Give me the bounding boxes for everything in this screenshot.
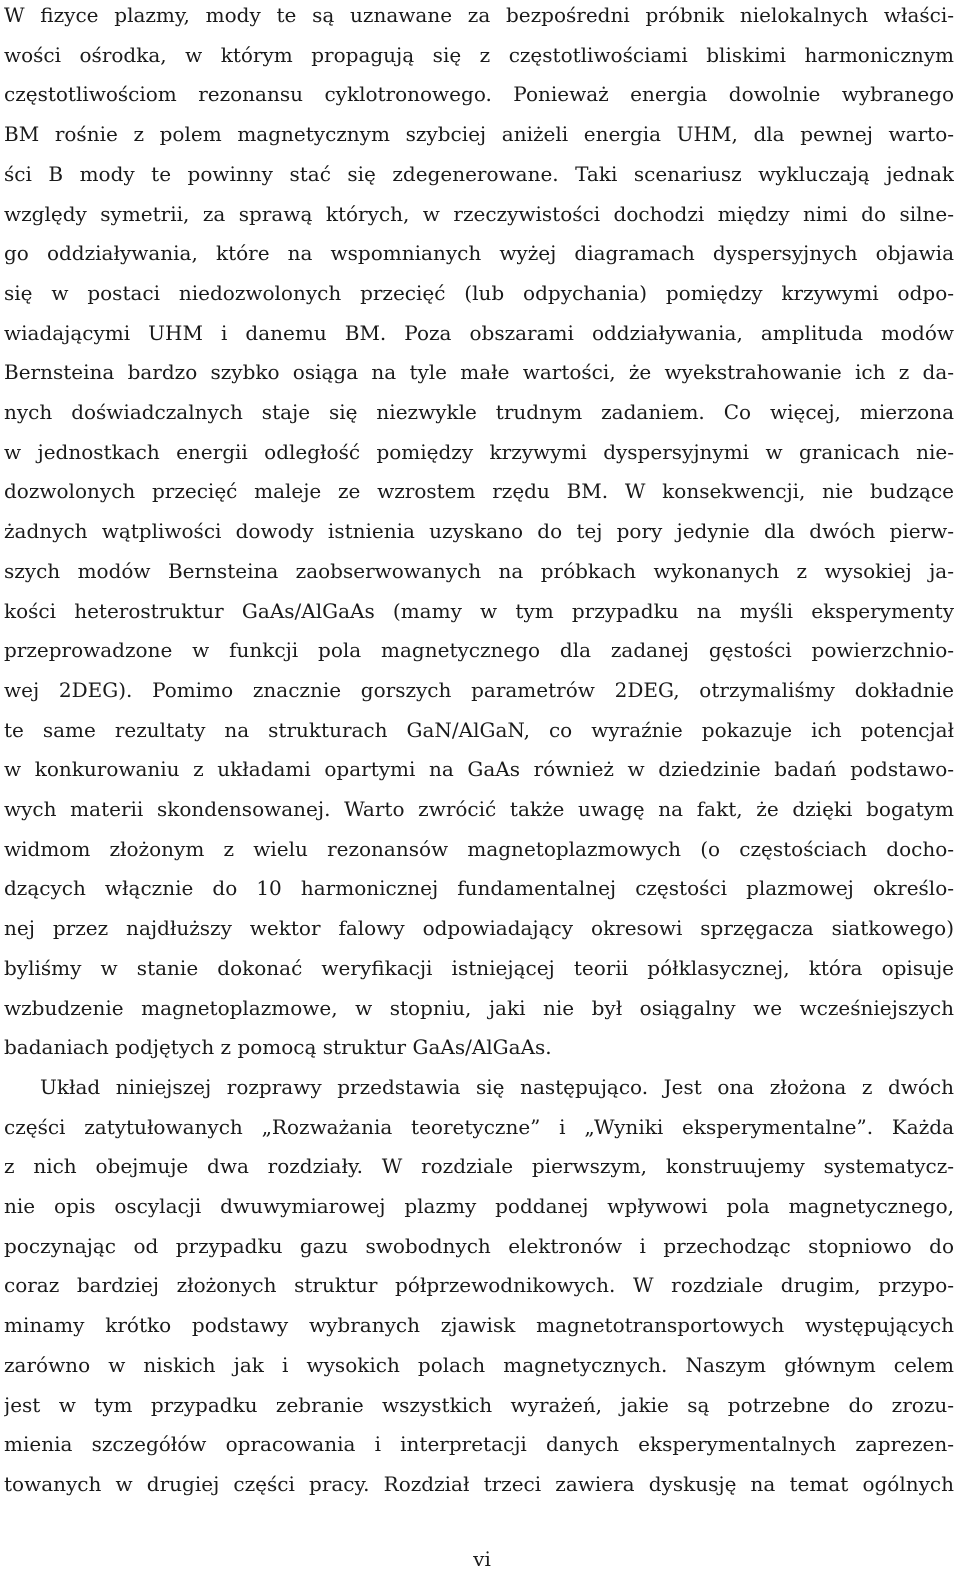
- text-line: w jednostkach energii odległość pomiędzy krzywymi dyspersyjnymi w granicach nie-: [4, 439, 954, 464]
- text-line: go oddziaływania, które na wspomnianych wyżej diagramach dyspersyjnych objawia: [4, 241, 954, 266]
- text-line: szych modów Bernsteina zaobserwowanych na próbkach wykonanych z wysokiej ja-: [4, 558, 954, 583]
- text-line: minamy krótko podstawy wybranych zjawisk magnetotransportowych występujących: [4, 1313, 954, 1338]
- text-line: wej 2DEG). Pomimo znacznie gorszych parametrów 2DEG, otrzymaliśmy dokładnie: [4, 677, 954, 702]
- text-line: zarówno w niskich jak i wysokich polach magnetycznych. Naszym głównym celem: [4, 1352, 954, 1377]
- text-line: wiadającymi UHM i danemu BM. Poza obszarami oddziaływania, amplituda modów: [4, 320, 954, 345]
- text-line: mienia szczegółów opracowania i interpretacji danych eksperymentalnych zaprezen-: [4, 1432, 954, 1457]
- text-line: częstotliwościom rezonansu cyklotronowego. Ponieważ energia dowolnie wybranego: [4, 82, 954, 107]
- text-line: przeprowadzone w funkcji pola magnetycznego dla zadanej gęstości powierzchnio-: [4, 638, 954, 663]
- text-line: poczynając od przypadku gazu swobodnych elektronów i przechodząc stopniowo do: [4, 1233, 954, 1258]
- text-line: wości ośrodka, w którym propagują się z częstotliwościami bliskimi harmonicznym: [4, 42, 954, 67]
- text-line: kości heterostruktur GaAs/AlGaAs (mamy w tym przypadku na myśli eksperymenty: [4, 598, 954, 623]
- text-line: W fizyce plazmy, mody te są uznawane za bezpośredni próbnik nielokalnych właści-: [4, 3, 954, 27]
- text-line: wych materii skondensowanej. Warto zwrócić także uwagę na fakt, że dzięki bogatym: [4, 797, 954, 821]
- text-line: ści B mody te powinny stać się zdegenerowane. Taki scenariusz wykluczają jednak: [4, 161, 954, 186]
- text-line: żadnych wątpliwości dowody istnienia uzyskano do tej pory jedynie dla dwóch pierw-: [4, 519, 954, 544]
- text-line: z nich obejmuje dwa rozdziały. W rozdziale pierwszym, konstruujemy systematycz-: [4, 1154, 954, 1179]
- text-line: względy symetrii, za sprawą których, w rzeczywistości dochodzi między nimi do silne-: [4, 201, 954, 226]
- text-line: w konkurowaniu z układami opartymi na GaAs również w dziedzinie badań podstawo-: [4, 757, 954, 782]
- text-line: wzbudzenie magnetoplazmowe, w stopniu, jaki nie był osiągalny we wcześniejszych: [4, 995, 954, 1020]
- text-line: Układ niniejszej rozprawy przedstawia się następująco. Jest ona złożona z dwóch: [40, 1074, 954, 1099]
- text-line: byliśmy w stanie dokonać weryfikacji istniejącej teorii półklasycznej, która opisuje: [4, 955, 954, 980]
- text-line: Bernsteina bardzo szybko osiąga na tyle małe wartości, że wyekstrahowanie ich z da-: [4, 360, 954, 385]
- text-line: jest w tym przypadku zebranie wszystkich wyrażeń, jakie są potrzebne do zrozu-: [4, 1392, 954, 1417]
- text-line: nej przez najdłuższy wektor falowy odpowiadający okresowi sprzęgacza siatkowego): [4, 916, 954, 941]
- text-line: widmom złożonym z wielu rezonansów magnetoplazmowych (o częstościach docho-: [4, 836, 954, 861]
- text-line: te same rezultaty na strukturach GaN/AlGaN, co wyraźnie pokazuje ich potencjał: [4, 717, 954, 742]
- text-line: dozwolonych przecięć maleje ze wzrostem rzędu BM. W konsekwencji, nie budzące: [4, 479, 954, 504]
- text-line: części zatytułowanych „Rozważania teoretyczne” i „Wyniki eksperymentalne”. Każda: [4, 1114, 954, 1139]
- text-line: nych doświadczalnych staje się niezwykle trudnym zadaniem. Co więcej, mierzona: [4, 400, 954, 424]
- text-line: BM rośnie z polem magnetycznym szybciej aniżeli energia UHM, dla pewnej warto-: [4, 122, 954, 147]
- text-line: nie opis oscylacji dwuwymiarowej plazmy poddanej wpływowi pola magnetycznego,: [4, 1194, 954, 1218]
- text-line: dzących włącznie do 10 harmonicznej fundamentalnej częstości plazmowej określo-: [4, 876, 954, 901]
- text-line: się w postaci niedozwolonych przecięć (lub odpychania) pomiędzy krzywymi odpo-: [4, 280, 954, 305]
- page-number: vi: [473, 1547, 491, 1571]
- text-line: coraz bardziej złożonych struktur półprzewodnikowych. W rozdziale drugim, przypo-: [4, 1273, 954, 1298]
- text-line: towanych w drugiej części pracy. Rozdział trzeci zawiera dyskusję na temat ogólnych: [4, 1471, 954, 1496]
- text-line: badaniach podjętych z pomocą struktur GaAs/AlGaAs.: [4, 1035, 552, 1060]
- document-page: [4, 0, 954, 1576]
